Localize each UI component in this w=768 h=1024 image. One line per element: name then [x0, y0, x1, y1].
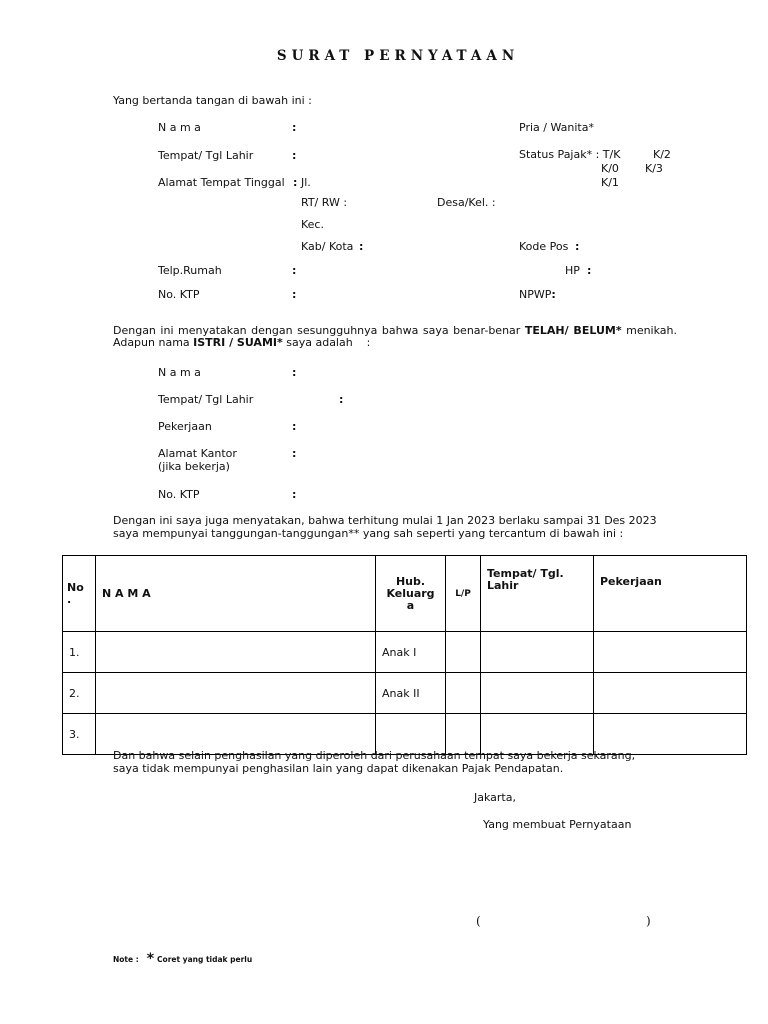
- dependents-text-1: Dengan ini saya juga menyatakan, bahwa terhitung mulai 1 Jan 2023 berlaku sampai 31 Des 2023: [113, 514, 657, 527]
- header-hub-keluarga: Hub. Keluarg a: [376, 556, 446, 632]
- row-no: 2.: [63, 673, 96, 714]
- hp-label: HP: [565, 264, 580, 277]
- ttl-colon: :: [292, 149, 297, 162]
- row-ttl[interactable]: [481, 673, 594, 714]
- signer-label: Yang membuat Pernyataan: [483, 818, 632, 831]
- row-pekerjaan[interactable]: [594, 673, 747, 714]
- gender-label: Pria / Wanita*: [519, 121, 594, 134]
- dependents-text-2: saya mempunyai tanggungan-tanggungan** yang sah seperti yang tercantum di bawah ini :: [113, 527, 624, 540]
- dependents-table: [62, 555, 747, 755]
- kodepos-label: Kode Pos: [519, 240, 569, 253]
- alamat-colon: :: [293, 176, 298, 189]
- marriage-statement: Dengan ini menyatakan dengan sesungguhnya bahwa saya benar-benar TELAH/ BELUM* menikah. Adapun nama ISTRI / SUAMI* saya adalah :: [113, 324, 677, 349]
- hp-colon: :: [587, 264, 592, 277]
- footnote: Note : * Coret yang tidak perlu: [113, 951, 253, 967]
- spouse-pekerjaan-colon: :: [292, 420, 297, 433]
- header-no: No .: [63, 556, 96, 632]
- status-k1: K/1: [601, 176, 619, 189]
- npwp-label: NPWP:: [519, 288, 556, 301]
- kab-colon: :: [359, 240, 364, 253]
- kec-label: Kec.: [301, 218, 324, 231]
- rtrw-label: RT/ RW :: [301, 196, 348, 209]
- alamat-label: Alamat Tempat Tinggal: [158, 176, 285, 189]
- closing-line-1: Dan bahwa selain penghasilan yang diperoleh dari perusahaan tempat saya bekerja sekarang,: [113, 749, 636, 762]
- ttl-label: Tempat/ Tgl Lahir: [158, 149, 254, 162]
- row-lp[interactable]: [446, 632, 481, 673]
- row-lp[interactable]: [446, 673, 481, 714]
- spouse-nama-colon: :: [292, 366, 297, 379]
- nama-label: N a m a: [158, 121, 201, 134]
- header-nama: N A M A: [96, 556, 376, 632]
- telp-label: Telp.Rumah: [158, 264, 222, 277]
- spouse-pekerjaan-label: Pekerjaan: [158, 420, 212, 433]
- kodepos-colon: :: [575, 240, 580, 253]
- nama-colon: :: [292, 121, 297, 134]
- row-hub: Anak II: [376, 673, 446, 714]
- row-pekerjaan[interactable]: [594, 632, 747, 673]
- spouse-ttl-colon: :: [339, 393, 344, 406]
- table-header-row: [63, 556, 747, 632]
- ktp-label: No. KTP: [158, 288, 200, 301]
- istri-suami-option: ISTRI / SUAMI*: [193, 336, 283, 349]
- spouse-ktp-label: No. KTP: [158, 488, 200, 501]
- header-lp: L/P: [446, 556, 481, 632]
- document-title: SURAT PERNYATAAN: [276, 48, 520, 64]
- place-date: Jakarta,: [474, 791, 516, 804]
- row-no: 3.: [63, 714, 96, 755]
- table-row: [63, 632, 747, 673]
- ktp-colon: :: [292, 288, 297, 301]
- row-hub: Anak I: [376, 632, 446, 673]
- intro-text: Yang bertanda tangan di bawah ini :: [113, 94, 312, 107]
- header-pekerjaan: Pekerjaan: [594, 556, 747, 632]
- signature-paren-open: (: [476, 914, 481, 928]
- asterisk-icon: *: [146, 951, 155, 967]
- header-ttl: Tempat/ Tgl. Lahir: [481, 556, 594, 632]
- spouse-ktp-colon: :: [292, 488, 297, 501]
- status-k0: K/0: [601, 162, 619, 175]
- alamat-value: Jl.: [301, 176, 311, 189]
- row-nama[interactable]: [96, 673, 376, 714]
- spouse-nama-label: N a m a: [158, 366, 201, 379]
- closing-line-2: saya tidak mempunyai penghasilan lain yang dapat dikenakan Pajak Pendapatan.: [113, 762, 564, 775]
- kab-label: Kab/ Kota: [301, 240, 354, 253]
- desa-label: Desa/Kel. :: [437, 196, 496, 209]
- signature-paren-close: ): [646, 914, 651, 928]
- row-ttl[interactable]: [481, 632, 594, 673]
- spouse-alamat-kantor-sub: (jika bekerja): [158, 460, 230, 473]
- row-nama[interactable]: [96, 632, 376, 673]
- status-k2: K/2: [653, 148, 671, 161]
- telah-belum-option: TELAH/ BELUM*: [524, 324, 622, 337]
- spouse-alamat-colon: :: [292, 447, 297, 460]
- status-pajak-label: Status Pajak* : T/K: [519, 148, 621, 161]
- row-no: 1.: [63, 632, 96, 673]
- telp-colon: :: [292, 264, 297, 277]
- spouse-alamat-kantor-label: Alamat Kantor: [158, 447, 237, 460]
- status-k3: K/3: [645, 162, 663, 175]
- table-row: [63, 673, 747, 714]
- spouse-ttl-label: Tempat/ Tgl Lahir: [158, 393, 254, 406]
